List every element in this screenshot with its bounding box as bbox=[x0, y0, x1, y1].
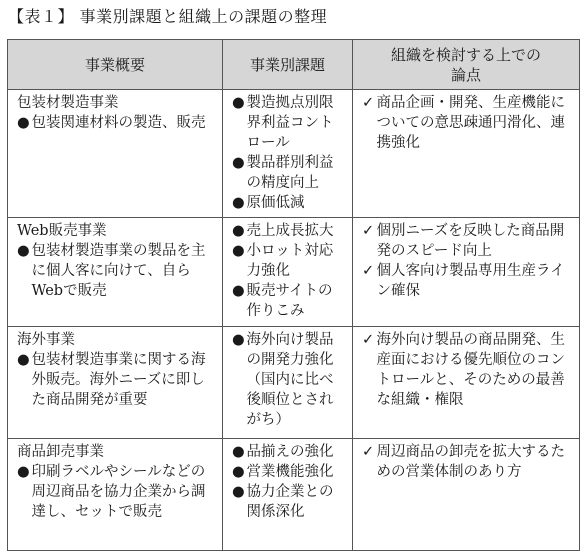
summary-item bbox=[17, 113, 216, 133]
issue-item bbox=[232, 93, 346, 153]
bullet-icon: ● bbox=[232, 155, 245, 171]
header-organizational-points bbox=[353, 40, 580, 90]
bullet-icon: ● bbox=[232, 332, 245, 348]
check-icon: ✓ bbox=[362, 444, 375, 460]
point-item bbox=[362, 221, 573, 261]
issue-item bbox=[232, 241, 346, 281]
business-summary: 印刷ラベルやシールなどの周辺商品を協力企業から調達し、セットで販売 bbox=[31, 464, 206, 520]
organizational-points-cell bbox=[353, 327, 580, 439]
bullet-icon: ● bbox=[17, 464, 30, 480]
header-business-issues: 事業別課題 bbox=[223, 40, 353, 90]
business-summary: 包装材製造事業の製品を主に個人客に向けて、自らWebで販売 bbox=[31, 243, 206, 299]
header-organizational-points-line1: 組織を検討する上での bbox=[390, 45, 541, 64]
business-name: Web販売事業 bbox=[17, 223, 107, 239]
business-summary: 包装材製造事業に関する海外販売。海外ニーズに即した商品開発が重要 bbox=[31, 352, 206, 408]
point-item bbox=[362, 93, 573, 153]
header-business-overview: 事業概要 bbox=[8, 40, 223, 90]
bullet-icon: ● bbox=[232, 464, 245, 480]
bullet-icon: ● bbox=[232, 223, 245, 239]
organizational-points-cell bbox=[353, 218, 580, 327]
issue-text: 品揃えの強化 bbox=[246, 444, 334, 460]
business-issues-cell bbox=[223, 90, 353, 218]
business-overview-cell bbox=[8, 90, 223, 218]
header-row bbox=[8, 40, 580, 90]
issue-text: 協力企業との関係深化 bbox=[246, 484, 334, 520]
issue-text: 小ロット対応力強化 bbox=[246, 243, 334, 279]
bullet-icon: ● bbox=[17, 352, 30, 368]
table-row bbox=[8, 90, 580, 218]
point-item bbox=[362, 330, 573, 410]
organizational-points-cell bbox=[353, 439, 580, 551]
header-organizational-points-line2: 論点 bbox=[450, 65, 481, 84]
issue-item bbox=[232, 462, 346, 482]
bullet-icon: ● bbox=[17, 243, 30, 259]
issue-item bbox=[232, 193, 346, 213]
table-caption: 【表１】 事業別課題と組織上の課題の整理 bbox=[8, 7, 328, 26]
table-row bbox=[8, 327, 580, 439]
issues-table bbox=[7, 39, 580, 551]
business-issues-cell bbox=[223, 439, 353, 551]
business-overview-cell bbox=[8, 439, 223, 551]
bullet-icon: ● bbox=[232, 283, 245, 299]
issue-item bbox=[232, 153, 346, 193]
point-text: 海外向け製品の商品開発、生産面における優先順位のコントロールと、そのための最善な組織・権限 bbox=[376, 332, 565, 408]
business-overview-cell bbox=[8, 218, 223, 327]
point-item bbox=[362, 442, 573, 482]
issue-item bbox=[232, 281, 346, 321]
bullet-icon: ● bbox=[17, 115, 30, 131]
business-summary: 包装関連材料の製造、販売 bbox=[31, 115, 206, 131]
issue-text: 営業機能強化 bbox=[246, 464, 334, 480]
point-text: 商品企画・開発、生産機能についての意思疎通円滑化、連携強化 bbox=[376, 95, 565, 151]
issue-item bbox=[232, 442, 346, 462]
issue-text: 原価低減 bbox=[246, 195, 305, 211]
business-issues-cell bbox=[223, 327, 353, 439]
summary-item bbox=[17, 462, 216, 522]
issue-item bbox=[232, 330, 346, 430]
issue-text: 販売サイトの作りこみ bbox=[246, 283, 333, 319]
business-name: 包装材製造事業 bbox=[17, 95, 119, 111]
issue-text: 製品群別利益の精度向上 bbox=[246, 155, 334, 191]
business-name: 海外事業 bbox=[17, 332, 75, 348]
summary-item bbox=[17, 350, 216, 410]
check-icon: ✓ bbox=[362, 263, 375, 279]
bullet-icon: ● bbox=[232, 95, 245, 111]
issue-text: 売上成長拡大 bbox=[246, 223, 334, 239]
check-icon: ✓ bbox=[362, 223, 375, 239]
business-name: 商品卸売事業 bbox=[17, 444, 104, 460]
summary-item bbox=[17, 241, 216, 301]
point-text: 個人客向け製品専用生産ライン確保 bbox=[376, 263, 565, 299]
organizational-points-cell bbox=[353, 90, 580, 218]
business-overview-cell bbox=[8, 327, 223, 439]
point-item bbox=[362, 261, 573, 301]
table-row bbox=[8, 439, 580, 551]
issue-text: 製造拠点別限界利益コントロール bbox=[246, 95, 334, 151]
point-text: 周辺商品の卸売を拡大するための営業体制のあり方 bbox=[376, 444, 565, 480]
business-issues-cell bbox=[223, 218, 353, 327]
check-icon: ✓ bbox=[362, 332, 375, 348]
bullet-icon: ● bbox=[232, 444, 245, 460]
bullet-icon: ● bbox=[232, 195, 245, 211]
bullet-icon: ● bbox=[232, 243, 245, 259]
check-icon: ✓ bbox=[362, 95, 375, 111]
point-text: 個別ニーズを反映した商品開発のスピード向上 bbox=[376, 223, 565, 259]
issue-item bbox=[232, 221, 346, 241]
table-row bbox=[8, 218, 580, 327]
issue-item bbox=[232, 482, 346, 522]
issue-text: 海外向け製品の開発力強化（国内に比べ後順位とされがち） bbox=[246, 332, 334, 428]
bullet-icon: ● bbox=[232, 484, 245, 500]
